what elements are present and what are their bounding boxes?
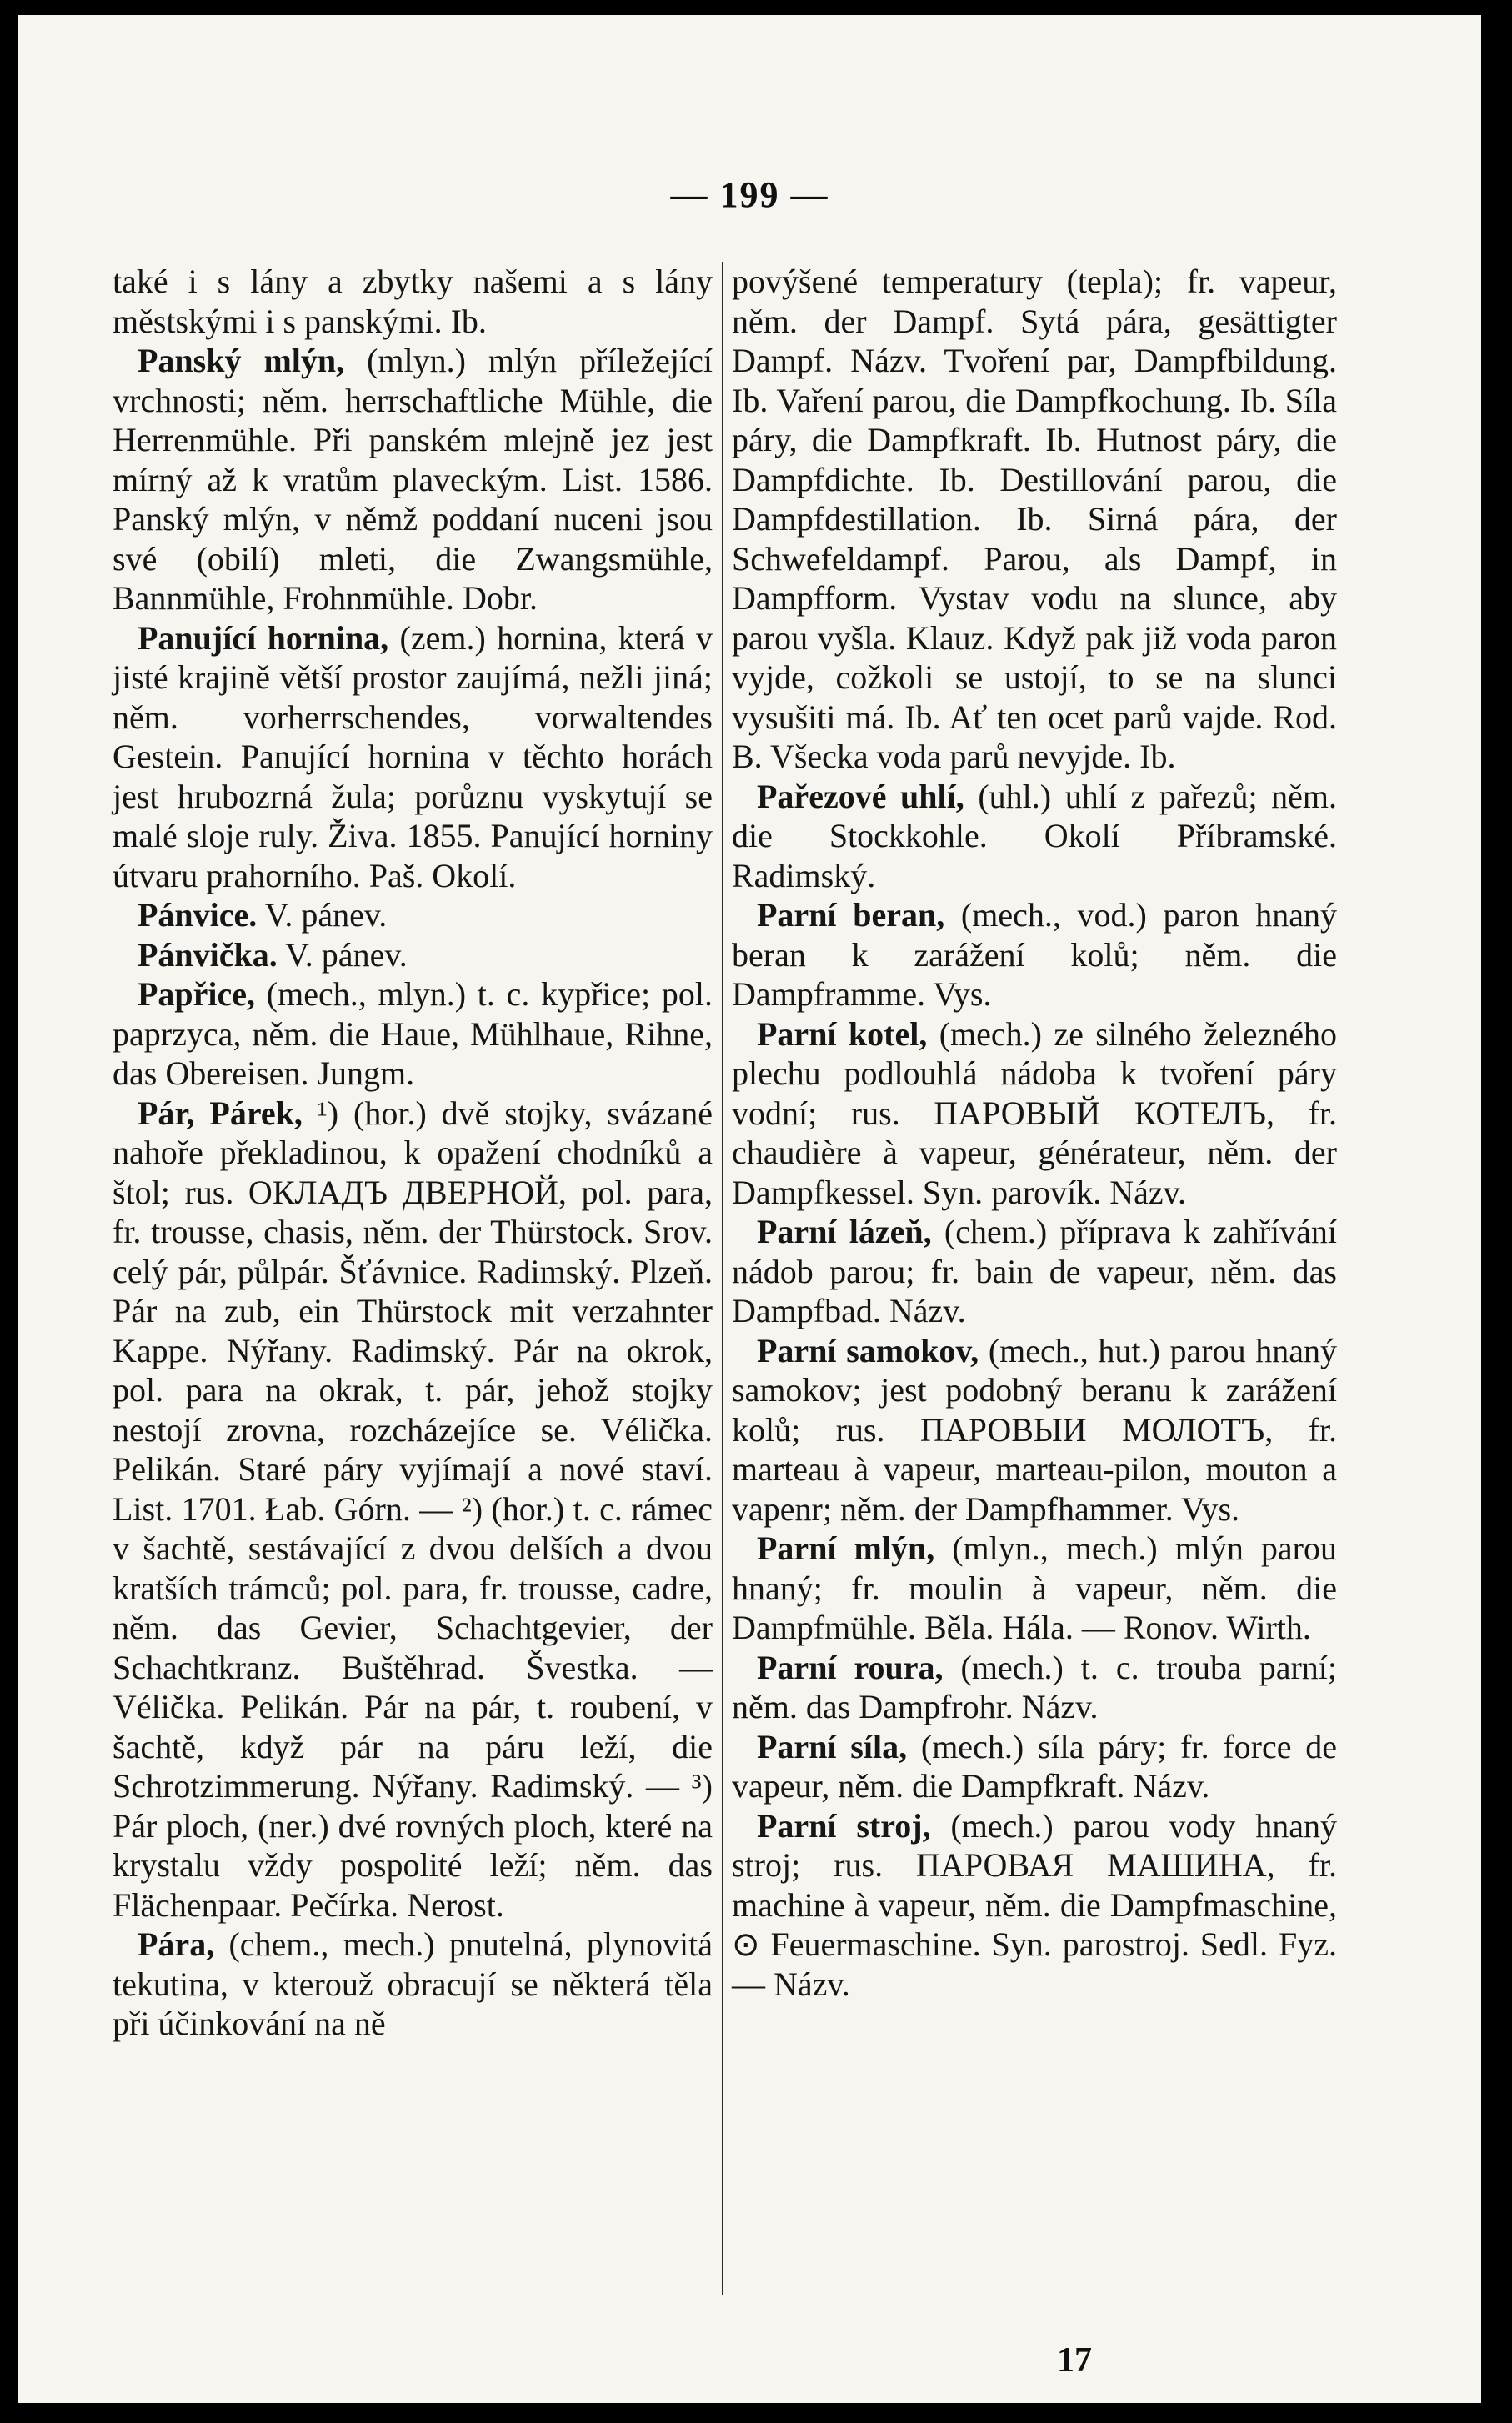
headword: Parní síla, xyxy=(757,1727,908,1765)
entry-text: (mech.) t. c. trouba parní; něm. das Dampfrohr. Názv. xyxy=(732,1648,1337,1725)
entry xyxy=(732,1014,1337,1213)
page-number: — 199 — xyxy=(670,174,829,215)
entry xyxy=(732,1727,1337,1806)
entry xyxy=(732,1529,1337,1648)
entry-text: (mech.) síla páry; fr. force de vapeur, něm. die Dampfkraft. Názv. xyxy=(732,1727,1338,1805)
entry xyxy=(732,1331,1337,1529)
headword: Pár, Párek, xyxy=(138,1094,303,1132)
entry-text: (chem.) příprava k zahřívání nádob parou; fr. bain de vapeur, něm. das Dampfbad. Názv. xyxy=(732,1213,1337,1329)
entry xyxy=(113,974,713,1094)
entry xyxy=(732,1212,1337,1331)
headword: Papřice, xyxy=(138,975,256,1013)
entry xyxy=(732,262,1337,777)
headword: Panský mlýn, xyxy=(138,342,345,379)
entry-text: (mlyn.) mlýn příležející vrchnosti; něm. herrschaftliche Mühle, die Herrenmühle. Při panském mlejně jez jest mírný až k vratům plaveckým. List. 1586. Panský mlýn, v němž poddaní nuceni jsou své (obilí) mleti, die Zwangsmühle, Bannmühle, Frohnmühle. Dobr. xyxy=(113,342,713,617)
entry-text: (mlyn., mech.) mlýn parou hnaný; fr. moulin à vapeur, něm. die Dampfmühle. Běla. Hála. — Ronov. Wirth. xyxy=(732,1529,1338,1646)
entry-text: V. pánev. xyxy=(285,935,408,974)
entry xyxy=(732,895,1337,1014)
entry-text: (mech.) parou vody hnaný stroj; rus. ПАРОВАЯ МАШИНА, fr. machine à vapeur, něm. die Dampfmaschine, ⊙ Feuermaschine. Syn. parostroj. Sedl. Fyz. — Názv. xyxy=(732,1806,1337,2003)
entry xyxy=(113,341,713,618)
headword: Pánvice. xyxy=(138,896,258,934)
entry xyxy=(113,262,713,341)
headword: Parní mlýn, xyxy=(757,1529,935,1567)
entry-text: V. pánev. xyxy=(264,896,388,934)
entry xyxy=(732,1806,1337,2005)
entry xyxy=(732,1648,1337,1727)
left-column xyxy=(113,262,713,2044)
entry-text: ¹) (hor.) dvě stojky, svázané nahoře překladinou, k opažení chodníků a štol; rus. ОКЛАДЪ ДВЕРНОЙ, pol. para, fr. trousse, chasis, něm. der Thürstock. Srov. celý pár, půlpár. Šťávnice. Radimský. Plzeň. Pár na zub, ein Thürstock mit verzahnter Kappe. Nýřany. Radimský. Pár na okrok, pol. para na okrak, t. pár, jehož stojky nestojí zrovna, rozcházejíce se. Vélička. Pelikán. Staré páry vyjímají a nové staví. List. 1701. Łab. Górn. — ²) (hor.) t. c. rámec v šachtě, sestávající z dvou delších a dvou kratších trámců; pol. para, fr. trousse, cadre, něm. das Gevier, Schachtgevier, der Schachtkranz. Buštěhrad. Švestka. — Vélička. Pelikán. Pár na pár, t. roubení, v šachtě, když pár na páru leží, die Schrotzimmerung. Nýřany. Radimský. — ³) Pár ploch, (ner.) dvé rovných ploch, které na krystalu vždy pospolité leží; něm. das Flächenpaar. Pečírka. Nerost. xyxy=(113,1094,713,1924)
entry xyxy=(113,1094,713,1925)
entry xyxy=(732,777,1337,896)
entry xyxy=(113,935,713,975)
entry xyxy=(113,895,713,935)
headword: Parní samokov, xyxy=(757,1331,979,1369)
entry-text: také i s lány a zbytky našemi a s lány městskými i s panskými. Ib. xyxy=(113,263,713,340)
signature-mark: 17 xyxy=(1057,2341,1092,2380)
entry-text: (chem., mech.) pnutelná, plynovitá tekutina, v kterouž obracují se některá těla při účinkování na ně xyxy=(113,1925,713,2042)
headword: Parní stroj, xyxy=(757,1806,931,1845)
entry-text: (mech.) ze silného železného plechu podlouhlá nádoba k tvoření páry vodní; rus. ПАРОВЫЙ КОТЕЛЪ, fr. chaudière à vapeur, générateur, něm. der Dampfkessel. Syn. parovík. Názv. xyxy=(732,1014,1338,1211)
headword: Parní roura, xyxy=(757,1648,944,1686)
headword: Parní kotel, xyxy=(757,1014,928,1053)
headword: Parní lázeň, xyxy=(757,1213,932,1250)
right-column xyxy=(732,262,1337,2004)
dictionary-page xyxy=(18,15,1481,2403)
entry-text: (zem.) hornina, která v jisté krajině větší prostor zaujímá, nežli jiná; něm. vorherrschendes, vorwaltendes Gestein. Panující hornina v těchto horách jest hrubozrná žula; porůznu vyskytují se malé sloje ruly. Živa. 1855. Panující horniny útvaru prahorního. Paš. Okolí. xyxy=(113,618,713,894)
entry xyxy=(113,618,713,896)
headword: Parní beran, xyxy=(757,896,945,934)
entry-text: (uhl.) uhlí z pařezů; něm. die Stockkohle. Okolí Příbramské. Radimský. xyxy=(732,777,1338,894)
entry xyxy=(113,1925,713,2044)
headword: Panující hornina, xyxy=(138,618,389,657)
headword: Pánvička. xyxy=(138,935,278,974)
headword: Pařezové uhlí, xyxy=(757,777,964,815)
headword: Pára, xyxy=(138,1925,215,1963)
column-divider xyxy=(722,262,723,2295)
entry-text: (mech., mlyn.) t. c. kypřice; pol. paprzyca, něm. die Haue, Mühlhaue, Rihne, das Obereisen. Jungm. xyxy=(113,975,713,1092)
entry-text: povýšené temperatury (tepla); fr. vapeur, něm. der Dampf. Sytá pára, gesättigter Dampf. Názv. Tvoření par, Dampfbildung. Ib. Vaření parou, die Dampfkochung. Ib. Síla páry, die Dampfkraft. Ib. Hutnost páry, die Dampfdichte. Ib. Destillování parou, die Dampfdestillation. Ib. Sirná pára, der Schwefeldampf. Parou, als Dampf, in Dampfform. Vystav vodu na slunce, aby parou vyšla. Klauz. Když pak již voda paron vyjde, cožkoli se ustojí, to se na slunci vysušiti má. Ib. Ať ten ocet parů vajde. Rod. B. Všecka voda parů nevyjde. Ib. xyxy=(732,263,1337,775)
entry-text: (mech., hut.) parou hnaný samokov; jest podobný beranu k zarážení kolů; rus. ПАРОВЫИ МОЛОТЪ, fr. marteau à vapeur, marteau-pilon, mouton a vapenr; něm. der Dampfhammer. Vys. xyxy=(732,1331,1338,1528)
entry-text: (mech., vod.) paron hnaný beran k zarážení kolů; něm. die Dampframme. Vys. xyxy=(732,896,1337,1013)
